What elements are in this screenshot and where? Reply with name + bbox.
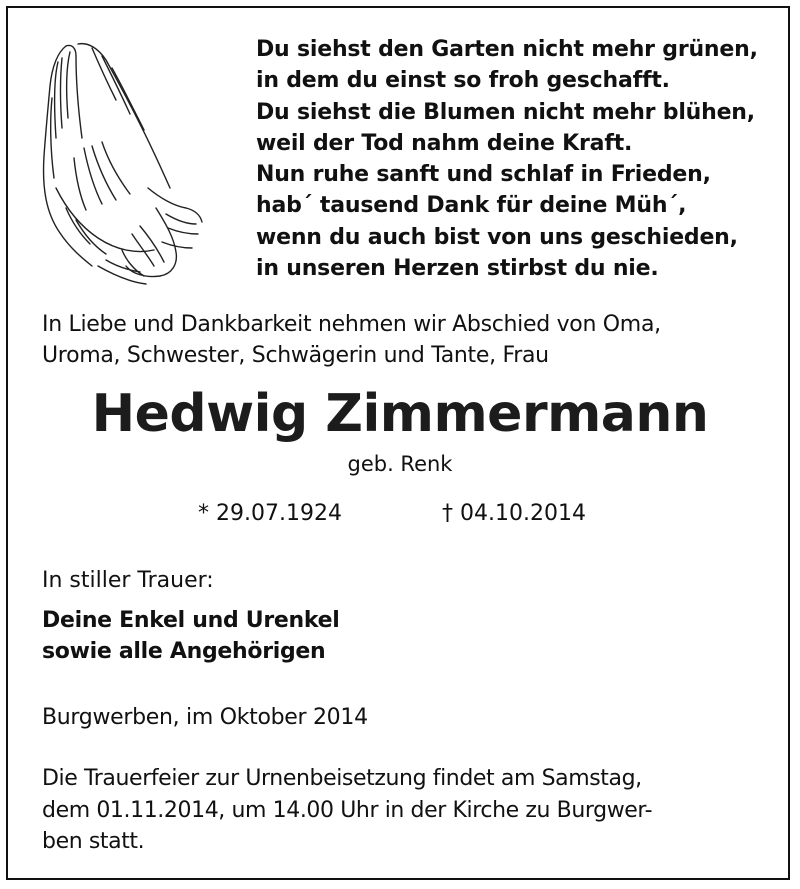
intro-line: In Liebe und Dankbarkeit nehmen wir Abschied von Oma, bbox=[42, 312, 661, 337]
birth-date: * 29.07.1924 bbox=[198, 501, 342, 526]
poem-line: Du siehst die Blumen nicht mehr blühen, bbox=[256, 99, 755, 125]
funeral-line: Die Trauerfeier zur Urnenbeisetzung findet am Samstag, bbox=[42, 766, 642, 791]
mourning-label: In stiller Trauer: bbox=[42, 568, 214, 593]
poem-line: weil der Tod nahm deine Kraft. bbox=[256, 130, 633, 156]
place-and-date: Burgwerben, im Oktober 2014 bbox=[42, 705, 368, 730]
mourners-list bbox=[42, 605, 339, 667]
poem-line: in unseren Herzen stirbst du nie. bbox=[256, 256, 659, 282]
poem-line: hab´ tausend Dank für deine Müh´, bbox=[256, 193, 687, 219]
birth-name bbox=[0, 450, 800, 478]
poem-line: in dem du einst so froh geschafft. bbox=[256, 68, 670, 94]
poem-line: Nun ruhe sanft und schlaf in Frieden, bbox=[256, 162, 711, 188]
praying-hands-icon bbox=[36, 38, 206, 288]
birth-name-text: geb. Renk bbox=[347, 452, 453, 476]
intro-line: Uroma, Schwester, Schwägerin und Tante, Frau bbox=[42, 343, 549, 368]
mourner-line: sowie alle Angehörigen bbox=[42, 639, 326, 664]
funeral-notice bbox=[42, 763, 782, 858]
poem-line: Du siehst den Garten nicht mehr grünen, bbox=[256, 37, 758, 62]
poem-line: wenn du auch bist von uns geschieden, bbox=[256, 224, 738, 250]
farewell-intro bbox=[42, 309, 782, 371]
deceased-name: Hedwig Zimmermann bbox=[91, 384, 709, 444]
funeral-line: ben statt. bbox=[42, 829, 145, 854]
mourner-line: Deine Enkel und Urenkel bbox=[42, 608, 340, 633]
funeral-line: dem 01.11.2014, um 14.00 Uhr in der Kirche zu Burgwer- bbox=[42, 797, 653, 823]
memorial-poem bbox=[256, 34, 776, 284]
death-date: † 04.10.2014 bbox=[442, 501, 586, 526]
